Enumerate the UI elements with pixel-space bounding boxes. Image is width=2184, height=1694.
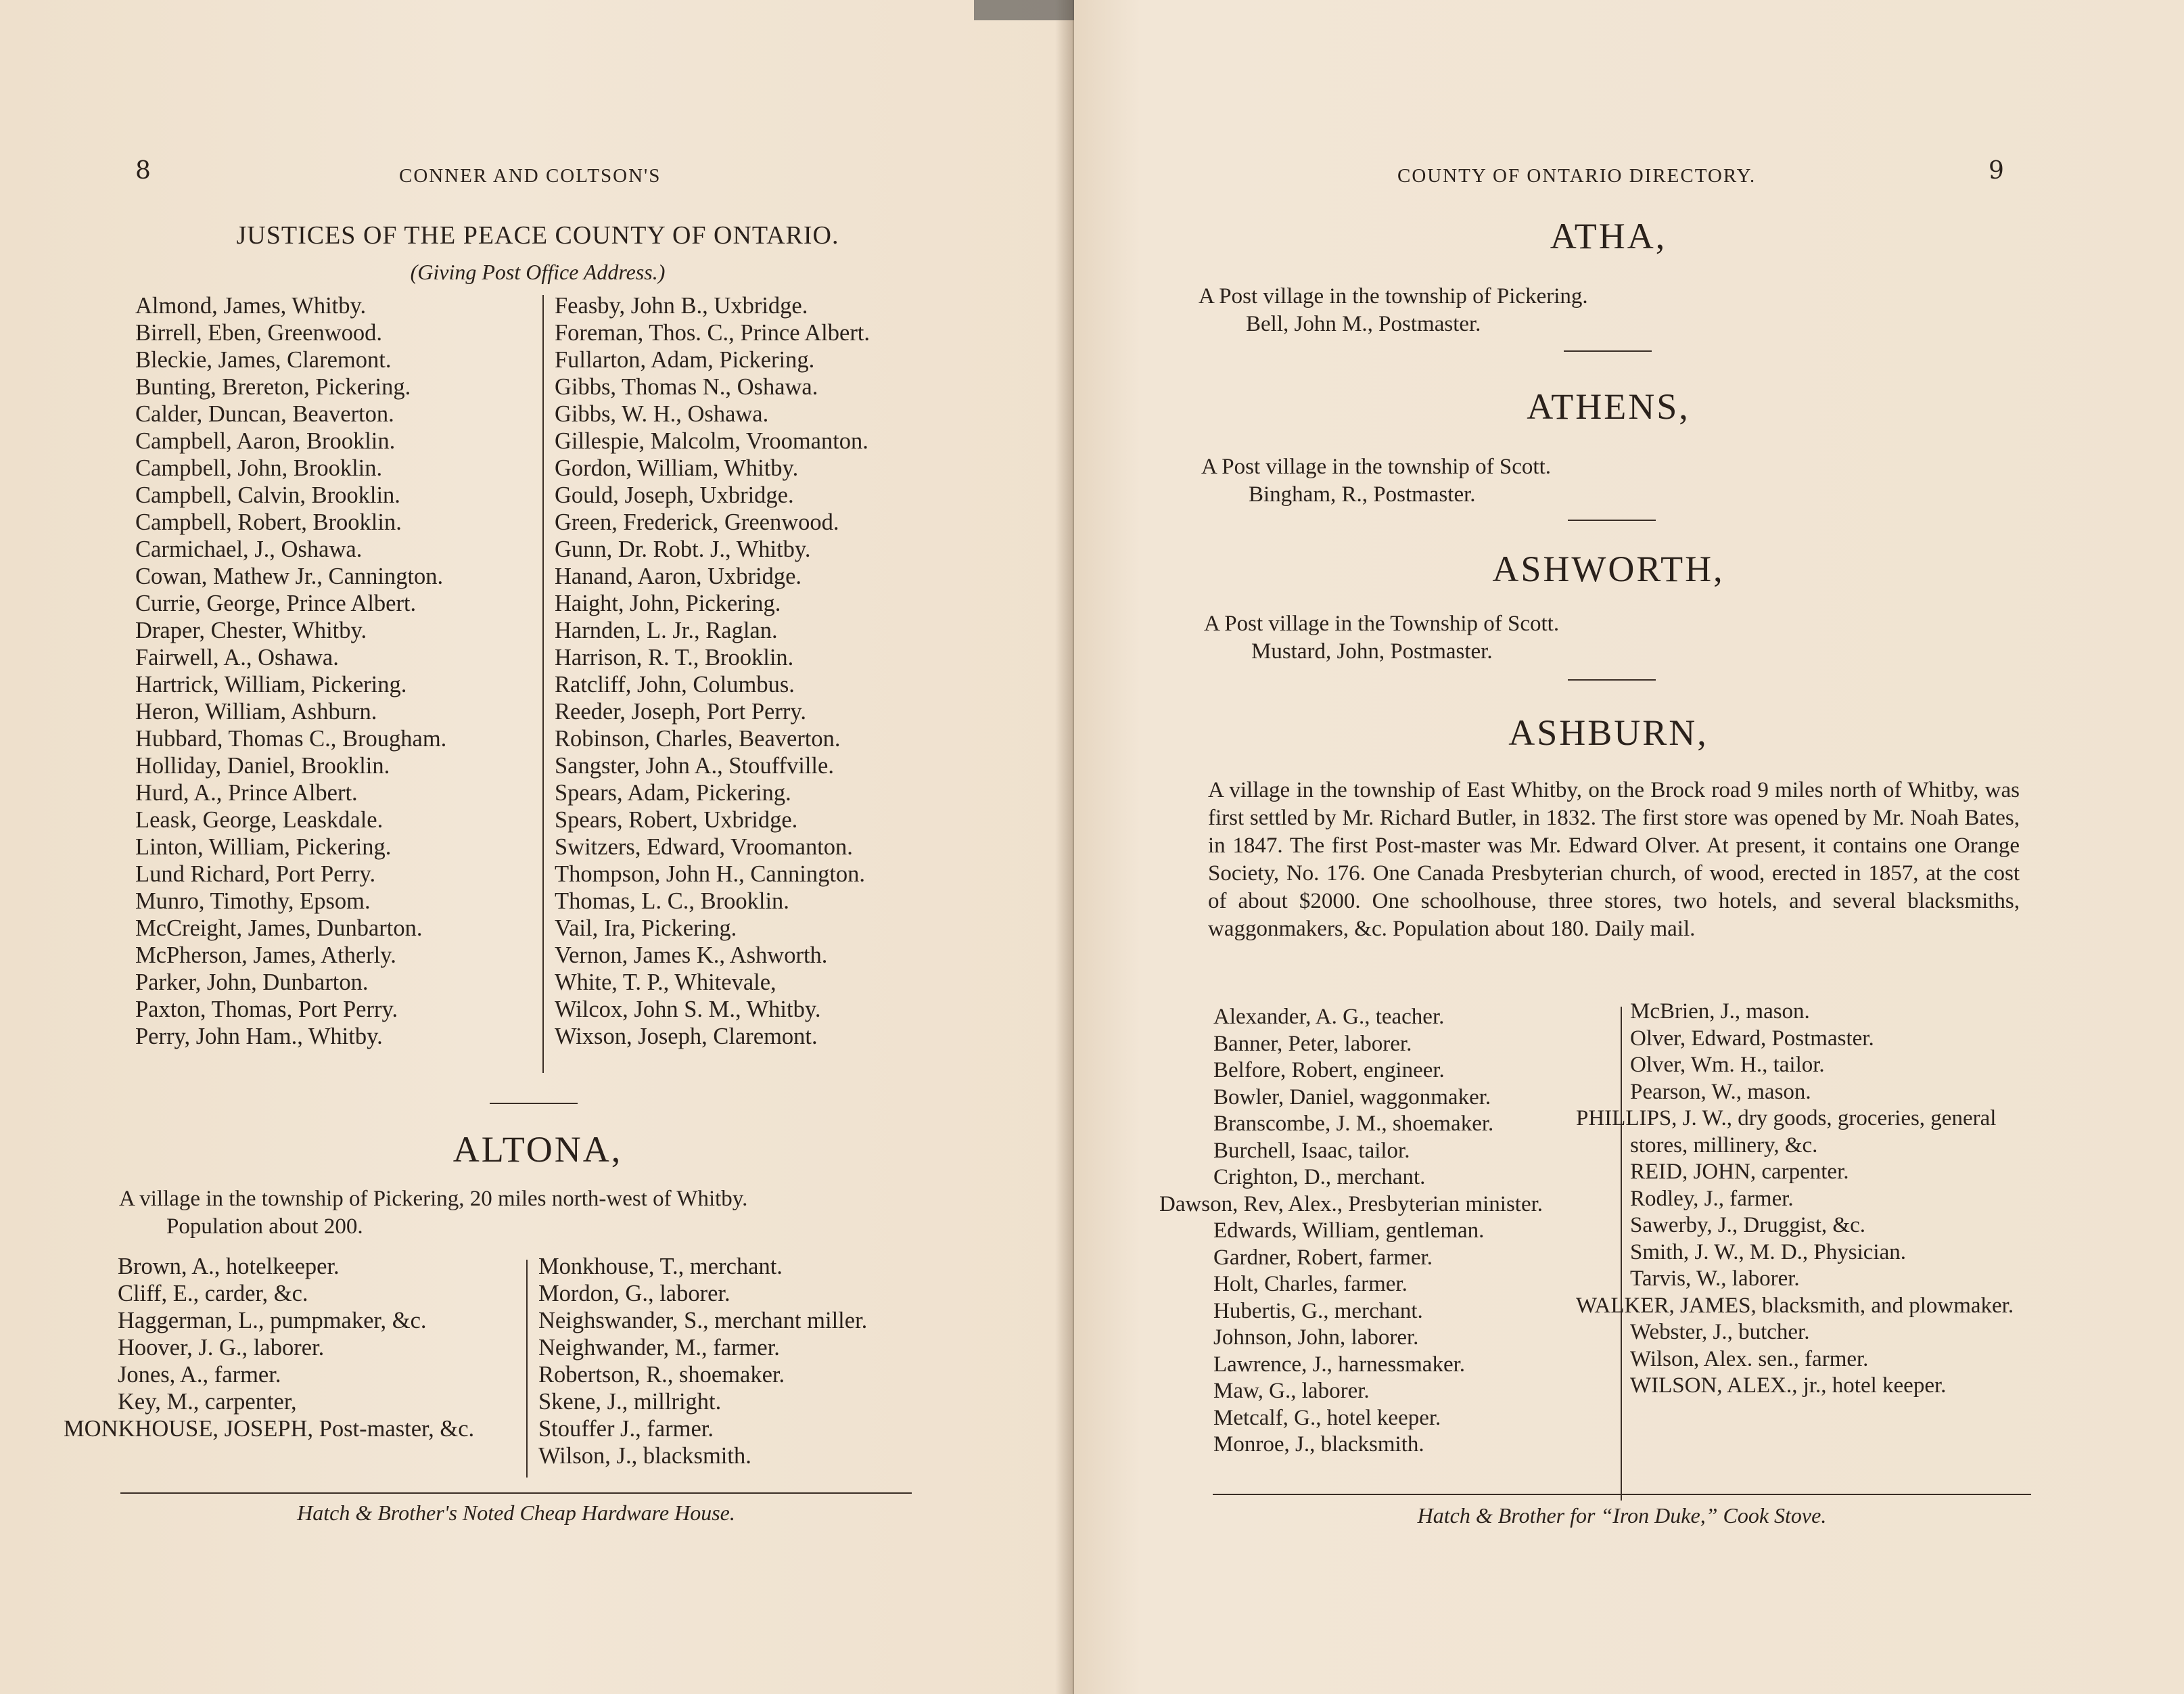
- list-item: Spears, Robert, Uxbridge.: [555, 807, 798, 833]
- list-item: REID, JOHN, carpenter.: [1630, 1160, 1849, 1184]
- right-page: [1074, 0, 2184, 1694]
- list-item: Almond, James, Whitby.: [135, 293, 367, 319]
- list-item: Holt, Charles, farmer.: [1213, 1272, 1408, 1296]
- list-item: Gibbs, W. H., Oshawa.: [555, 401, 769, 427]
- footer-advert: Hatch & Brother's Noted Cheap Hardware House.: [297, 1501, 735, 1525]
- list-item: Linton, William, Pickering.: [135, 834, 392, 860]
- list-item: Lawrence, J., harnessmaker.: [1213, 1352, 1466, 1377]
- list-item: Parker, John, Dunbarton.: [135, 969, 369, 995]
- list-item: Neighswander, S., merchant miller.: [538, 1308, 868, 1333]
- list-item: Pearson, W., mason.: [1630, 1079, 1811, 1104]
- list-item: Dawson, Rev, Alex., Presbyterian minister.: [1159, 1191, 1543, 1216]
- section-rule: [490, 1103, 578, 1104]
- list-item: Alexander, A. G., teacher.: [1213, 1005, 1445, 1029]
- list-item: Vernon, James K., Ashworth.: [555, 942, 828, 968]
- list-item: Harrison, R. T., Brooklin.: [555, 645, 794, 670]
- list-item: Hanand, Aaron, Uxbridge.: [555, 564, 802, 589]
- list-item: Mordon, G., laborer.: [538, 1281, 730, 1306]
- list-item: Reeder, Joseph, Port Perry.: [555, 699, 806, 725]
- ashburn-description: A village in the township of East Whitby, on the Brock road 9 miles north of Whitby, was first settled by Mr. Richard Butler, in 1832. The first store was opened by Mr. Noah Bates, in 1847. The first Post-master was Mr. Edward Olver. At present, it contains one Orange Society, No. 176. One Canada Presbyterian church, of wood, erected in 1857, at the cost of about $2000. One schoolhouse, three stores, two hotels, and several blacksmiths, waggonmakers, &c. Population about 180. Daily mail.: [1208, 778, 2020, 941]
- list-item: Gould, Joseph, Uxbridge.: [555, 482, 794, 508]
- altona-description: [119, 1185, 951, 1241]
- list-item: Wilcox, John S. M., Whitby.: [555, 997, 821, 1022]
- list-item: Sawerby, J., Druggist, &c.: [1630, 1213, 1865, 1237]
- section-rule: [1568, 520, 1656, 521]
- ashworth-heading: ASHWORTH,: [1492, 549, 1725, 589]
- left-page: [0, 0, 1074, 1694]
- list-item: Harnden, L. Jr., Raglan.: [555, 618, 778, 643]
- running-head: CONNER AND COLTSON'S: [399, 165, 661, 187]
- list-item: Maw, G., laborer.: [1213, 1379, 1370, 1403]
- list-item: Edwards, William, gentleman.: [1213, 1218, 1485, 1243]
- altona-description-line1: A village in the township of Pickering, 20 miles north-west of Whitby.: [119, 1187, 748, 1211]
- page-number: 8: [135, 157, 151, 185]
- section-rule: [1568, 679, 1656, 681]
- atha-postmaster: Bell, John M., Postmaster.: [1246, 312, 1481, 336]
- list-item: Thompson, John H., Cannington.: [555, 861, 866, 887]
- list-item: McCreight, James, Dunbarton.: [135, 915, 423, 941]
- list-item: Paxton, Thomas, Port Perry.: [135, 997, 398, 1022]
- list-item: Stouffer J., farmer.: [538, 1416, 714, 1442]
- ashburn-residents-left: [1159, 1004, 1612, 1459]
- book-spine: [974, 0, 1082, 20]
- list-item: Gordon, William, Whitby.: [555, 455, 799, 481]
- list-item: WALKER, JAMES, blacksmith, and plowmaker.: [1576, 1293, 2014, 1318]
- list-item: Banner, Peter, laborer.: [1213, 1031, 1412, 1056]
- justices-list-right: [555, 292, 870, 1050]
- list-item: Holliday, Daniel, Brooklin.: [135, 753, 390, 779]
- footer-rule: [1213, 1494, 2031, 1495]
- list-item: Neighwander, M., farmer.: [538, 1335, 780, 1360]
- list-item: Thomas, L. C., Brooklin.: [555, 888, 789, 914]
- list-item: Monroe, J., blacksmith.: [1213, 1432, 1424, 1457]
- list-item: Belfore, Robert, engineer.: [1213, 1058, 1445, 1082]
- list-item: Gardner, Robert, farmer.: [1213, 1245, 1433, 1270]
- list-item: Fullarton, Adam, Pickering.: [555, 347, 815, 373]
- altona-description-line2: Population about 200.: [166, 1214, 363, 1239]
- list-item: Hurd, A., Prince Albert.: [135, 780, 358, 806]
- list-item: Brown, A., hotelkeeper.: [118, 1254, 340, 1279]
- list-item: Jones, A., farmer.: [118, 1362, 281, 1388]
- list-item: Haight, John, Pickering.: [555, 591, 781, 616]
- list-item: Gibbs, Thomas N., Oshawa.: [555, 374, 818, 400]
- list-item: Hartrick, William, Pickering.: [135, 672, 407, 697]
- list-item: Gillespie, Malcolm, Vroomanton.: [555, 428, 868, 454]
- list-item: Draper, Chester, Whitby.: [135, 618, 367, 643]
- list-item: Cliff, E., carder, &c.: [118, 1281, 308, 1306]
- athens-heading: ATHENS,: [1527, 386, 1690, 427]
- column-divider: [542, 295, 544, 1073]
- atha-description: [1199, 283, 1588, 338]
- list-item: Campbell, Robert, Brooklin.: [135, 509, 402, 535]
- list-item: Campbell, John, Brooklin.: [135, 455, 383, 481]
- list-item: Metcalf, G., hotel keeper.: [1213, 1405, 1441, 1430]
- list-item: Hoover, J. G., laborer.: [118, 1335, 325, 1360]
- altona-residents-right: [538, 1253, 867, 1469]
- list-item: Monkhouse, T., merchant.: [538, 1254, 783, 1279]
- list-item: Hubertis, G., merchant.: [1213, 1298, 1423, 1323]
- ashburn-residents-right: [1576, 999, 2029, 1400]
- list-item: Haggerman, L., pumpmaker, &c.: [118, 1308, 427, 1333]
- list-item: Leask, George, Leaskdale.: [135, 807, 384, 833]
- altona-heading: ALTONA,: [452, 1129, 623, 1170]
- list-item: Switzers, Edward, Vroomanton.: [555, 834, 853, 860]
- list-item: Burchell, Isaac, tailor.: [1213, 1138, 1410, 1163]
- list-item: Cowan, Mathew Jr., Cannington.: [135, 564, 444, 589]
- athens-postmaster: Bingham, R., Postmaster.: [1249, 482, 1476, 507]
- list-item: Green, Frederick, Greenwood.: [555, 509, 839, 535]
- footer-rule: [120, 1492, 912, 1494]
- list-item: Currie, George, Prince Albert.: [135, 591, 417, 616]
- list-item: Bunting, Brereton, Pickering.: [135, 374, 411, 400]
- list-item: Perry, John Ham., Whitby.: [135, 1024, 383, 1049]
- page-number: 9: [1989, 157, 2004, 185]
- atha-heading: ATHA,: [1550, 216, 1667, 256]
- list-item: White, T. P., Whitevale,: [555, 969, 776, 995]
- list-item: Webster, J., butcher.: [1630, 1320, 1810, 1344]
- list-item: Munro, Timothy, Epsom.: [135, 888, 371, 914]
- list-item: Heron, William, Ashburn.: [135, 699, 377, 725]
- list-item: Rodley, J., farmer.: [1630, 1186, 1794, 1211]
- altona-residents-left: [64, 1253, 510, 1442]
- list-item: Gunn, Dr. Robt. J., Whitby.: [555, 536, 811, 562]
- list-item: Bleckie, James, Claremont.: [135, 347, 392, 373]
- ashworth-postmaster: Mustard, John, Postmaster.: [1251, 639, 1493, 664]
- list-item: Skene, J., millright.: [538, 1389, 722, 1415]
- ashburn-heading: ASHBURN,: [1508, 712, 1709, 753]
- column-divider: [526, 1260, 528, 1478]
- list-item: McBrien, J., mason.: [1630, 999, 1810, 1024]
- list-item: Ratcliff, John, Columbus.: [555, 672, 795, 697]
- list-item: Robertson, R., shoemaker.: [538, 1362, 785, 1388]
- column-divider: [1621, 1007, 1622, 1501]
- ashworth-line1: A Post village in the Township of Scott.: [1204, 612, 1560, 636]
- list-item: Olver, Wm. H., tailor.: [1630, 1053, 1825, 1077]
- list-item: MONKHOUSE, JOSEPH, Post-master, &c.: [64, 1416, 475, 1442]
- list-item: Lund Richard, Port Perry.: [135, 861, 376, 887]
- athens-line1: A Post village in the township of Scott.: [1201, 455, 1551, 479]
- list-item: Key, M., carpenter,: [118, 1389, 297, 1415]
- list-item: Feasby, John B., Uxbridge.: [555, 293, 808, 319]
- list-item: Fairwell, A., Oshawa.: [135, 645, 339, 670]
- list-item: Spears, Adam, Pickering.: [555, 780, 791, 806]
- list-item: Sangster, John A., Stouffville.: [555, 753, 834, 779]
- list-item: Smith, J. W., M. D., Physician.: [1630, 1239, 1906, 1264]
- section-title: JUSTICES OF THE PEACE COUNTY OF ONTARIO.: [236, 221, 839, 250]
- ashworth-description: [1204, 610, 1559, 666]
- atha-line1: A Post village in the township of Pickering.: [1199, 284, 1588, 308]
- list-item: Bowler, Daniel, waggonmaker.: [1213, 1084, 1491, 1109]
- list-item: Hubbard, Thomas C., Brougham.: [135, 726, 447, 752]
- list-item: Birrell, Eben, Greenwood.: [135, 320, 383, 346]
- list-item: Carmichael, J., Oshawa.: [135, 536, 363, 562]
- list-item: WILSON, ALEX., jr., hotel keeper.: [1630, 1373, 1947, 1398]
- list-item: Crighton, D., merchant.: [1213, 1165, 1426, 1189]
- list-item: Campbell, Calvin, Brooklin.: [135, 482, 400, 508]
- list-item: Johnson, John, laborer.: [1213, 1325, 1419, 1350]
- list-item: Tarvis, W., laborer.: [1630, 1266, 1800, 1291]
- list-item: McPherson, James, Atherly.: [135, 942, 396, 968]
- list-item: Foreman, Thos. C., Prince Albert.: [555, 320, 870, 346]
- list-item: Robinson, Charles, Beaverton.: [555, 726, 841, 752]
- list-item: PHILLIPS, J. W., dry goods, groceries, general stores, millinery, &c.: [1576, 1106, 1997, 1158]
- list-item: Vail, Ira, Pickering.: [555, 915, 737, 941]
- list-item: Olver, Edward, Postmaster.: [1630, 1026, 1874, 1051]
- athens-description: [1201, 453, 1551, 509]
- list-item: Wilson, Alex. sen., farmer.: [1630, 1346, 1869, 1371]
- list-item: Wilson, J., blacksmith.: [538, 1443, 751, 1469]
- list-item: Branscombe, J. M., shoemaker.: [1213, 1112, 1494, 1136]
- list-item: Campbell, Aaron, Brooklin.: [135, 428, 396, 454]
- justices-list-left: [135, 292, 446, 1050]
- section-subtitle: (Giving Post Office Address.): [410, 260, 666, 284]
- list-item: Wixson, Joseph, Claremont.: [555, 1024, 818, 1049]
- list-item: Calder, Duncan, Beaverton.: [135, 401, 394, 427]
- section-rule: [1564, 350, 1652, 352]
- running-head: COUNTY OF ONTARIO DIRECTORY.: [1397, 165, 1757, 187]
- footer-advert: Hatch & Brother for “Iron Duke,” Cook Stove.: [1417, 1503, 1827, 1528]
